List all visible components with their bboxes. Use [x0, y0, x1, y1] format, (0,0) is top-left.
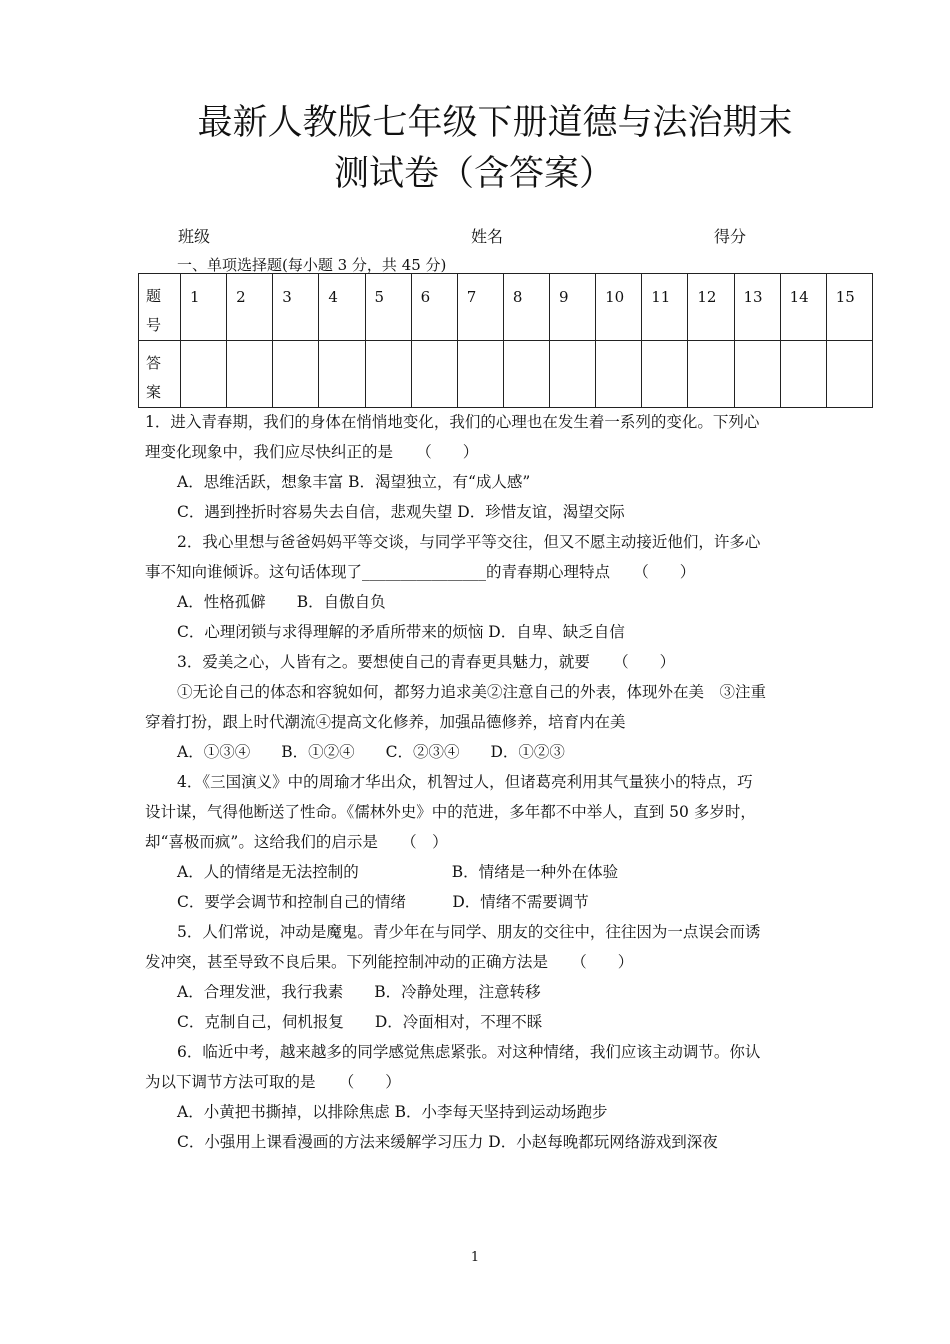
question-5-options-cd: C．克制自己，伺机报复 D．冷面相对，不理不睬 — [177, 1013, 543, 1031]
question-6-stem-cont: 为以下调节方法可取的是 （ ） — [145, 1073, 401, 1091]
question-4-stem-end: 却“喜极而疯”。这给我们的启示是 （ ） — [145, 833, 448, 851]
question-number-cell: 2 — [227, 274, 273, 341]
question-4-stem: 4．《三国演义》中的周瑜才华出众，机智过人，但诸葛亮利用其气量狭小的特点，巧 — [177, 773, 753, 791]
answer-cell[interactable] — [457, 341, 503, 408]
question-5-stem: 5．人们常说，冲动是魔鬼。青少年在与同学、朋友的交往中，往往因为一点误会而诱 — [177, 923, 761, 941]
row-label-question-number: 题号 — [139, 274, 181, 341]
answer-cell[interactable] — [642, 341, 688, 408]
answer-cell[interactable] — [319, 341, 365, 408]
question-number-cell: 4 — [319, 274, 365, 341]
section-heading: 一、单项选择题(每小题 3 分，共 45 分) — [177, 256, 447, 274]
answer-cell[interactable] — [365, 341, 411, 408]
answer-cell[interactable] — [503, 341, 549, 408]
row-label-answer: 答案 — [139, 341, 181, 408]
answer-cell[interactable] — [688, 341, 734, 408]
question-number-cell: 14 — [780, 274, 826, 341]
question-6-options-ab: A．小黄把书撕掉，以排除焦虑 B．小李每天坚持到运动场跑步 — [177, 1103, 608, 1121]
answer-cell[interactable] — [780, 341, 826, 408]
question-4-options-cd: C．要学会调节和控制自己的情绪 D．情绪不需要调节 — [177, 893, 589, 911]
question-number-cell: 8 — [503, 274, 549, 341]
table-row-answers — [139, 341, 873, 408]
question-6-options-cd: C．小强用上课看漫画的方法来缓解学习压力 D．小赵每晚都玩网络游戏到深夜 — [177, 1133, 718, 1151]
document-title-line-1: 最新人教版七年级下册道德与法治期末 — [197, 103, 793, 143]
question-number-cell: 1 — [181, 274, 227, 341]
answer-cell[interactable] — [734, 341, 780, 408]
question-3-statements-cont: 穿着打扮，跟上时代潮流④提高文化修养，加强品德修养，培育内在美 — [145, 713, 626, 731]
question-3-options: A．①③④ B．①②④ C．②③④ D．①②③ — [177, 743, 565, 761]
question-number-cell: 6 — [411, 274, 457, 341]
question-3-stem: 3．爱美之心，人皆有之。要想使自己的青春更具魅力，就要 （ ） — [177, 653, 676, 671]
question-2-stem: 2．我心里想与爸爸妈妈平等交谈，与同学平等交往，但又不愿主动接近他们，许多心 — [177, 533, 761, 551]
question-5-stem-cont: 发冲突，甚至导致不良后果。下列能控制冲动的正确方法是 （ ） — [145, 953, 634, 971]
answer-cell[interactable] — [181, 341, 227, 408]
name-label: 姓名 — [471, 227, 504, 246]
question-number-cell: 9 — [550, 274, 596, 341]
questions-body — [145, 407, 810, 1157]
question-2-options-cd: C．心理闭锁与求得理解的矛盾所带来的烦恼 D．自卑、缺乏自信 — [177, 623, 625, 641]
question-number-cell: 12 — [688, 274, 734, 341]
question-number-cell: 11 — [642, 274, 688, 341]
question-1-stem: 1．进入青春期，我们的身体在悄悄地变化，我们的心理也在发生着一系列的变化。下列心 — [145, 413, 760, 431]
question-1-stem-cont: 理变化现象中，我们应尽快纠正的是 （ ） — [145, 443, 479, 461]
question-3-statements: ①无论自己的体态和容貌如何，都努力追求美②注意自己的外表，体现外在美 ③注重 — [177, 683, 767, 701]
question-5-options-ab: A．合理发泄，我行我素 B．冷静处理，注意转移 — [177, 983, 541, 1001]
answer-cell[interactable] — [273, 341, 319, 408]
question-2-options-ab: A．性格孤僻 B．自傲自负 — [177, 593, 386, 611]
table-row-question-numbers — [139, 274, 873, 341]
question-1-options-ab: A．思维活跃，想象丰富 B．渴望独立，有“成人感” — [177, 473, 531, 491]
question-6-stem: 6．临近中考，越来越多的同学感觉焦虑紧张。对这种情绪，我们应该主动调节。你认 — [177, 1043, 761, 1061]
class-label: 班级 — [178, 227, 211, 246]
question-number-cell: 5 — [365, 274, 411, 341]
answer-cell[interactable] — [596, 341, 642, 408]
answer-cell[interactable] — [550, 341, 596, 408]
question-number-cell: 15 — [826, 274, 872, 341]
answer-table — [138, 273, 873, 408]
question-number-cell: 13 — [734, 274, 780, 341]
question-number-cell: 3 — [273, 274, 319, 341]
question-number-cell: 10 — [596, 274, 642, 341]
question-4-stem-cont: 设计谋，气得他断送了性命。《儒林外史》中的范进，多年都不中举人，直到 50 多岁时， — [145, 803, 756, 821]
answer-cell[interactable] — [227, 341, 273, 408]
question-number-cell: 7 — [457, 274, 503, 341]
answer-cell[interactable] — [826, 341, 872, 408]
question-4-options-ab: A．人的情绪是无法控制的 B．情绪是一种外在体验 — [177, 863, 619, 881]
page-number: 1 — [470, 1250, 480, 1265]
document-title-line-2: 测试卷（含答案） — [334, 154, 615, 194]
score-label: 得分 — [714, 227, 747, 246]
answer-cell[interactable] — [411, 341, 457, 408]
question-1-options-cd: C．遇到挫折时容易失去自信，悲观失望 D．珍惜友谊，渴望交际 — [177, 503, 625, 521]
question-2-stem-cont: 事不知向谁倾诉。这句话体现了________________的青春期心理特点 （ ） — [145, 563, 696, 581]
